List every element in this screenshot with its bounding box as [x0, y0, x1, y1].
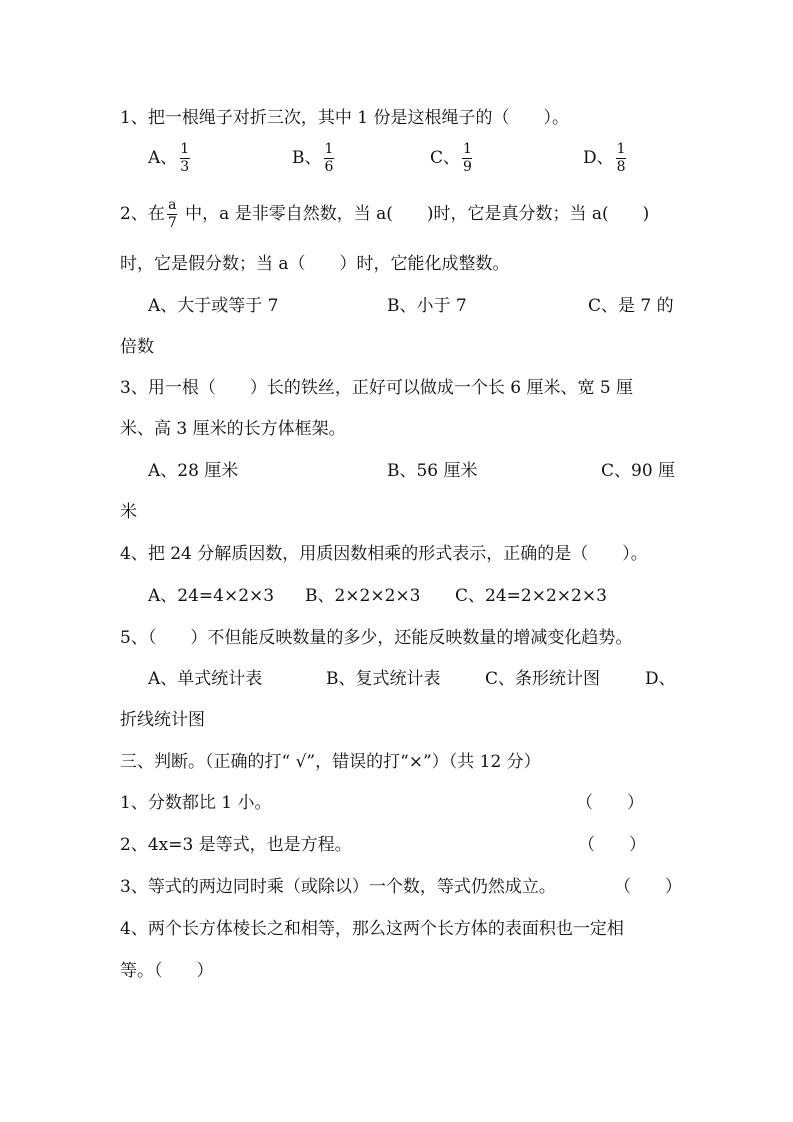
q1-option-b-label: B、 [292, 148, 322, 168]
tf-item-1: 1、分数都比 1 小。 [120, 793, 272, 813]
q3-option-a[interactable]: A、28 厘米 [148, 461, 239, 481]
q4-option-b[interactable]: B、2×2×2×3 [305, 586, 421, 606]
tf-answer-blank-3[interactable]: （ ） [614, 877, 682, 897]
q3-line1: 3、用一根（ ）长的铁丝，正好可以做成一个长 6 厘米、宽 5 厘 [120, 378, 634, 398]
q4-line1: 4、把 24 分解质因数，用质因数相乘的形式表示，正确的是（ ）。 [120, 544, 648, 564]
tf-item-2: 2、4x=3 是等式，也是方程。 [120, 835, 352, 855]
fraction-numerator: 1 [324, 141, 334, 157]
fraction-denominator: 8 [616, 159, 626, 175]
fraction-denominator: 6 [324, 159, 334, 175]
q4-option-c[interactable]: C、24=2×2×2×3 [455, 586, 607, 606]
q1-option-a-label: A、 [148, 148, 178, 168]
fraction-numerator: 1 [180, 141, 190, 157]
q1-option-c[interactable] [430, 142, 475, 175]
q1-text: 1、把一根绳子对折三次，其中 1 份是这根绳子的（ ）。 [120, 108, 569, 128]
q2-suffix: 中，a 是非零自然数，当 a( )时，它是真分数；当 a( ) [179, 204, 650, 224]
q4-option-a[interactable]: A、24=4×2×3 [148, 586, 275, 606]
q1-option-c-fraction [462, 142, 473, 175]
q1-option-b-fraction [324, 142, 335, 175]
q1-option-d[interactable] [583, 142, 629, 175]
q5-option-d-continued: 折线统计图 [120, 710, 205, 730]
q1-option-a[interactable] [148, 142, 192, 175]
tf-answer-blank-1[interactable]: （ ） [576, 793, 644, 813]
fraction-denominator: 3 [180, 159, 190, 175]
q2-option-c-continued: 倍数 [120, 337, 154, 357]
q2-option-c[interactable]: C、是 7 的 [588, 296, 674, 316]
q2-line1 [120, 198, 649, 231]
q1-option-b[interactable] [292, 142, 336, 175]
q3-line2: 米、高 3 厘米的长方体框架。 [120, 419, 346, 439]
tf-item-3: 3、等式的两边同时乘（或除以）一个数，等式仍然成立。 [120, 877, 556, 897]
q5-option-b[interactable]: B、复式统计表 [326, 669, 441, 689]
section3-heading: 三、判断。（正确的打“ √”，错误的打“×”）（共 12 分） [120, 752, 541, 772]
fraction-denominator: 9 [463, 159, 472, 175]
q5-option-c[interactable]: C、条形统计图 [485, 669, 601, 689]
q3-option-c-continued: 米 [120, 502, 137, 522]
q5-option-d[interactable]: D、 [645, 669, 676, 689]
q3-option-b[interactable]: B、56 厘米 [387, 461, 478, 481]
q1-option-c-label: C、 [430, 148, 461, 168]
q2-option-b[interactable]: B、小于 7 [387, 296, 467, 316]
q2-prefix: 2、在 [120, 204, 165, 224]
q2-line2: 时，它是假分数；当 a（ ）时，它能化成整数。 [120, 254, 510, 274]
q2-fraction [167, 198, 178, 231]
fraction-denominator: 7 [167, 215, 177, 231]
q1-option-d-fraction [616, 142, 627, 175]
q2-option-a[interactable]: A、大于或等于 7 [148, 296, 279, 316]
fraction-numerator: 1 [616, 141, 626, 157]
tf-item-4: 4、两个长方体棱长之和相等，那么这两个长方体的表面积也一定相 [120, 919, 624, 939]
tf-answer-blank-2[interactable]: （ ） [578, 835, 646, 855]
q1-option-d-label: D、 [583, 148, 614, 168]
q5-line1: 5、（ ）不但能反映数量的多少，还能反映数量的增减变化趋势。 [120, 628, 633, 648]
q1-option-a-fraction [179, 142, 190, 175]
tf-item-4-continued: 等。（ ） [120, 961, 214, 981]
q5-option-a[interactable]: A、单式统计表 [148, 669, 263, 689]
fraction-numerator: a [168, 197, 177, 213]
q3-option-c[interactable]: C、90 厘 [601, 461, 676, 481]
fraction-numerator: 1 [463, 141, 472, 157]
